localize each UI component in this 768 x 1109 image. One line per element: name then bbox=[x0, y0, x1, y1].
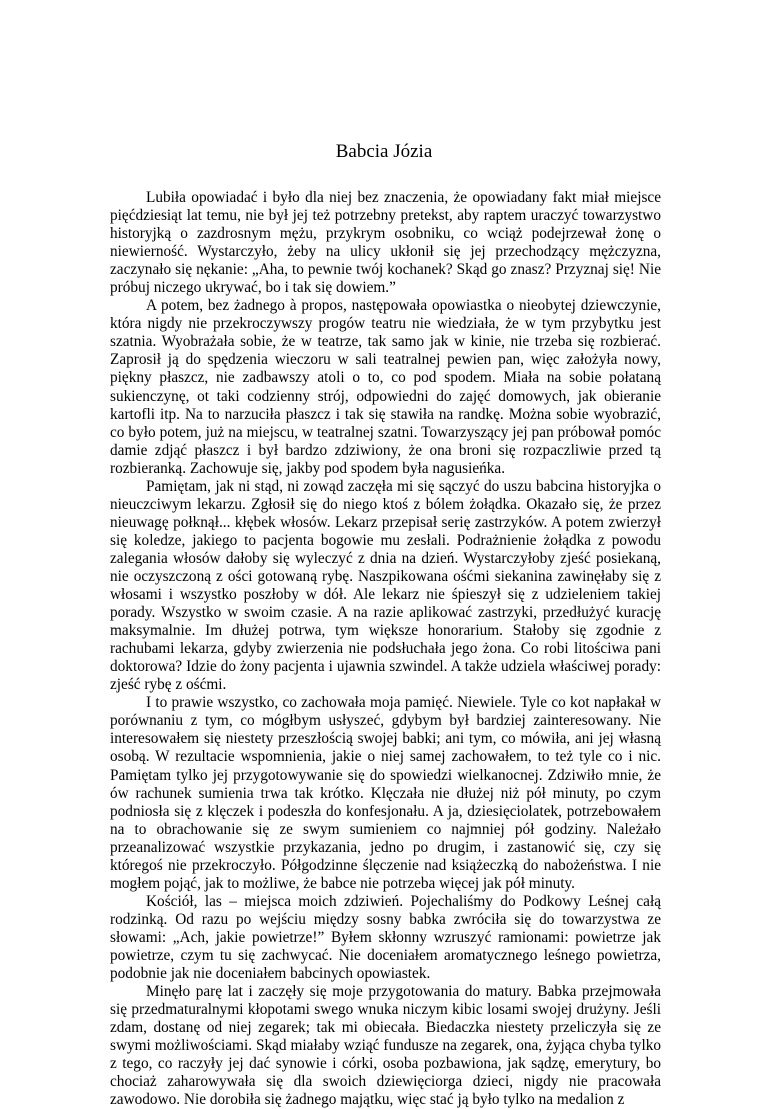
paragraph: Lubiła opowiadać i było dla niej bez znaczenia, że opowiadany fakt miał miejsce pięćdziesiąt lat temu, nie był jej też potrzebny pretekst, aby raptem uraczyć towarzystwo historyjką o zazdrosnym mężu, przykrym osobniku, co wciąż podejrzewał żonę o niewierność. Wystarczyło, żeby na ulicy ukłonił się jej przechodzący mężczyzna, zaczynało się nękanie: „Aha, to pewnie twój kochanek? Skąd go znasz? Przyznaj się! Nie próbuj niczego ukrywać, bo i tak się dowiem.” bbox=[110, 189, 661, 297]
paragraph: A potem, bez żadnego à propos, następowała opowiastka o nieobytej dziewczynie, która nigdy nie przekroczywszy progów teatru nie wiedziała, że w tym przybytku jest szatnia. Wyobrażała sobie, że w teatrze, tak samo jak w kinie, nie trzeba się rozbierać. Zaprosił ją do spędzenia wieczoru w sali teatralnej pewien pan, więc założyła nowy, piękny płaszcz, nie zadbawszy atoli o to, co pod spodem. Miała na sobie połataną sukienczynę, ot taki codzienny strój, odpowiedni do zajęć domowych, jak obieranie kartofli itp. Na to narzuciła płaszcz i tak się stawiła na randkę. Można sobie wyobrazić, co było potem, już na miejscu, w teatralnej szatni. Towarzyszący jej pan próbował pomóc damie zdjąć płaszcz i był bardzo zdziwiony, że ona broni się rozpaczliwie przed tą rozbieranką. Zachowuje się, jakby pod spodem była nagusieńka. bbox=[110, 297, 661, 477]
document-body bbox=[110, 189, 661, 1109]
document-title: Babcia Józia bbox=[335, 141, 433, 162]
paragraph: Minęło parę lat i zaczęły się moje przygotowania do matury. Babka przejmowała się przedmaturalnymi kłopotami swego wnuka niczym kibic losami swojej drużyny. Jeśli zdam, dostanę od niej zegarek; tak mi obiecała. Biedaczka niestety przeliczyła się ze swymi możliwościami. Skąd miałaby wziąć fundusze na zegarek, ona, żyjąca chyba tylko z tego, co raczyły jej dać synowie i córki, osoba pozbawiona, jak sądzę, emerytury, bo chociaż zaharowywała się dla swoich dziewięciorga dzieci, nigdy nie pracowała zawodowo. Nie dorobiła się żadnego majątku, więc stać ją było tylko na medalion z bbox=[110, 983, 661, 1109]
paragraph: Pamiętam, jak ni stąd, ni zowąd zaczęła mi się sączyć do uszu babcina historyjka o nieuczciwym lekarzu. Zgłosił się do niego ktoś z bólem żołądka. Okazało się, że przez nieuwagę połknął... kłębek włosów. Lekarz przepisał serię zastrzyków. A potem zwierzył się koledze, jakiego to pacjenta bogowie mu zesłali. Podrażnienie żołądka z powodu zalegania włosów dałoby się wyleczyć z dnia na dzień. Wystarczyłoby zjeść posiekaną, nie oczyszczoną z ości gotowaną rybę. Naszpikowana ośćmi siekanina zawinęłaby się z włosami i wszystko poszłoby w dół. Ale lekarz nie śpieszył się z udzieleniem takiej porady. Wszystko w swoim czasie. A na razie aplikować zastrzyki, przedłużyć kurację maksymalnie. Im dłużej potrwa, tym większe honorarium. Stałoby się zgodnie z rachubami lekarza, gdyby zwierzenia nie podsłuchała jego żona. Co robi litościwa pani doktorowa? Idzie do żony pacjenta i ujawnia szwindel. A także udziela właściwej porady: zjeść rybę z ośćmi. bbox=[110, 477, 661, 694]
paragraph: Kościół, las – miejsca moich zdziwień. Pojechaliśmy do Podkowy Leśnej całą rodzinką. Od razu po wejściu między sosny babka zwróciła się do towarzystwa ze słowami: „Ach, jakie powietrze!” Byłem skłonny wzruszyć ramionami: powietrze jak powietrze, czym tu się zachwycać. Nie doceniałem aromatycznego leśnego powietrza, podobnie jak nie doceniałem babcinych opowiastek. bbox=[110, 892, 661, 983]
paragraph: I to prawie wszystko, co zachowała moja pamięć. Niewiele. Tyle co kot napłakał w porównaniu z tym, co mógłbym usłyszeć, gdybym był bardziej zainteresowany. Nie interesowałem się niestety przeszłością swojej babki; ani tym, co mówiła, ani jej własną osobą. W rezultacie wspomnienia, jakie o niej samej zachowałem, to też tyle co i nic. Pamiętam tylko jej przygotowywanie się do spowiedzi wielkanocnej. Zdziwiło mnie, że ów rachunek sumienia trwa tak krótko. Klęczała nie dłużej niż pół minuty, po czym podniosła się z klęczek i podeszła do konfesjonału. A ja, dziesięciolatek, potrzebowałem na to obrachowanie się ze swym sumieniem co najmniej pół godziny. Należało przeanalizować wszystkie przykazania, jedno po drugim, i zastanowić się, czy się któregoś nie przekroczyło. Półgodzinne ślęczenie nad książeczką do nabożeństwa. I nie mogłem pojąć, jak to możliwe, że babce nie potrzeba więcej jak pół minuty. bbox=[110, 694, 661, 892]
